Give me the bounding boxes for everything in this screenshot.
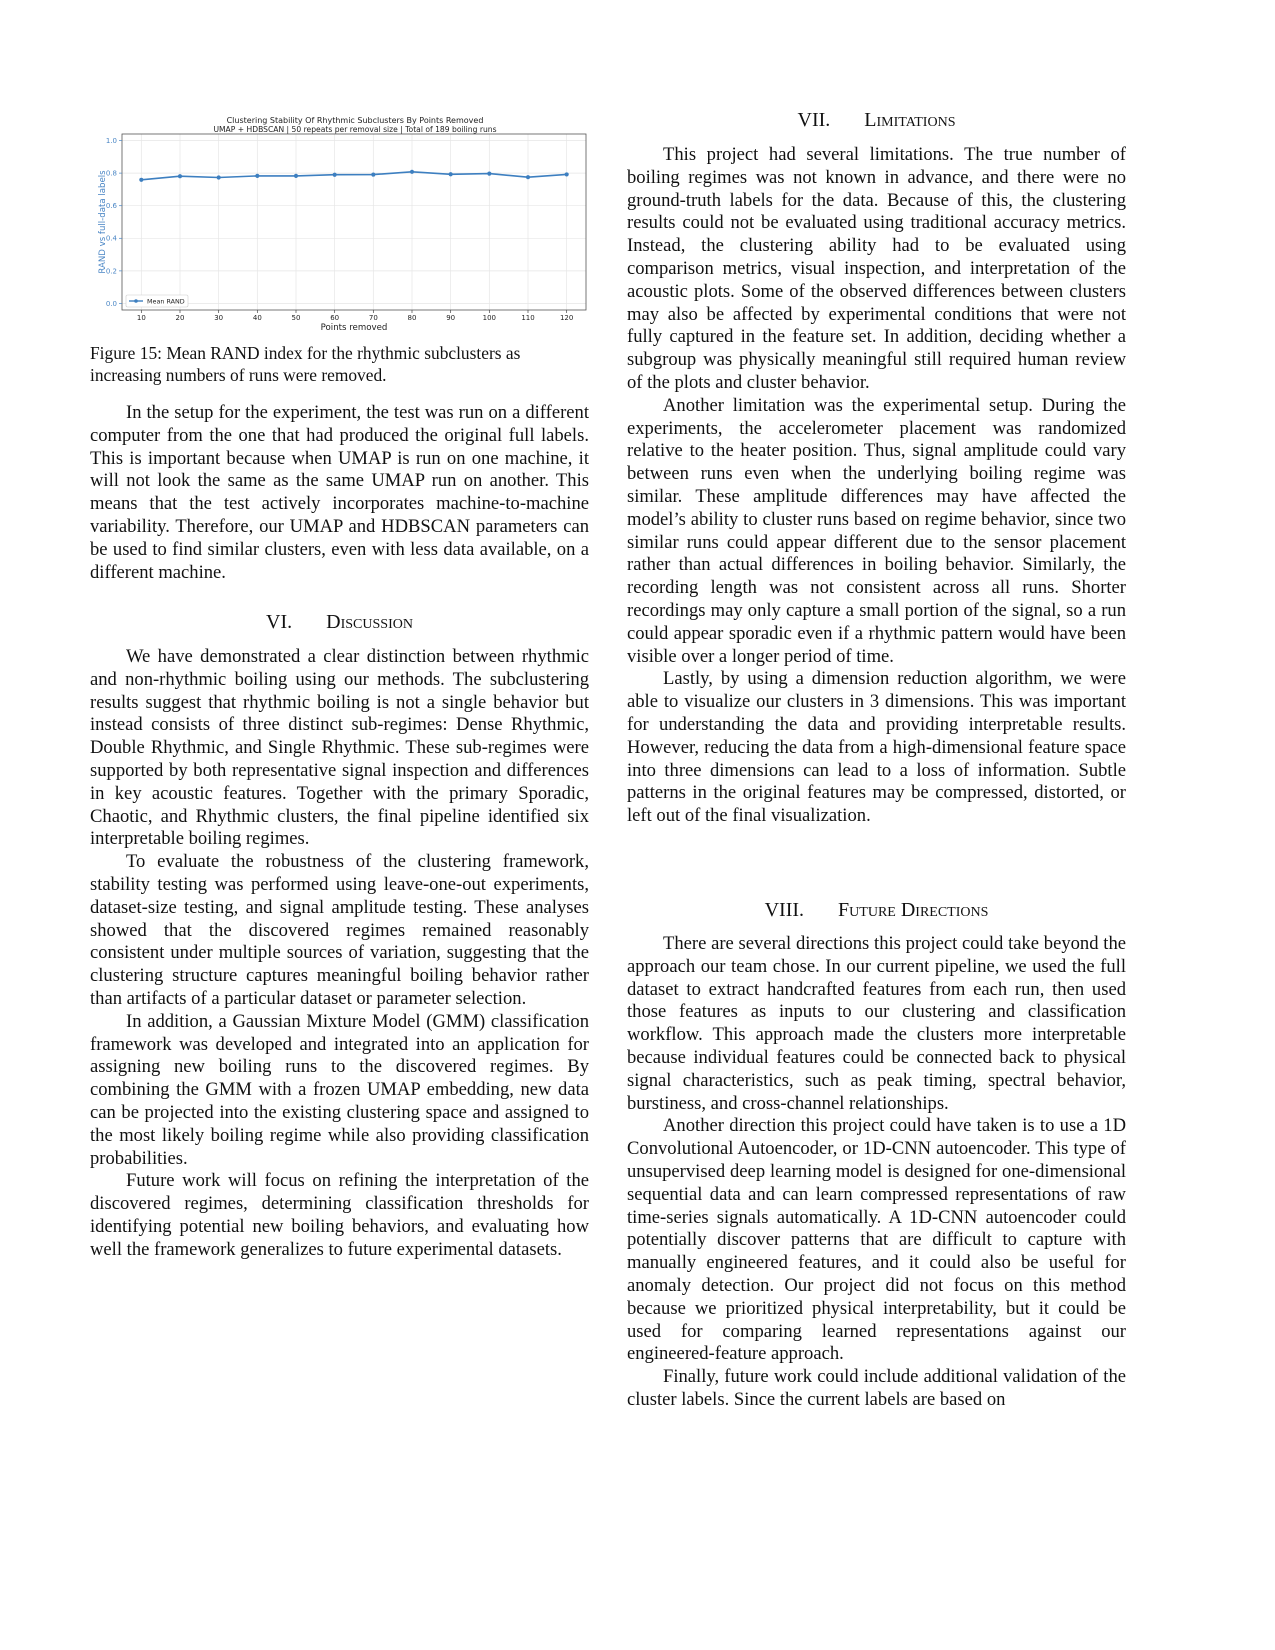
data-point — [410, 170, 414, 174]
paragraph: Another direction this project could have taken is to use a 1D Convolutional Autoencoder, or 1D-CNN autoencoder. This type of unsupervised deep learning model is designed for one-dimensional sequential data and can learn compressed representations of raw time-series signals automatically. A 1D-CNN autoencoder could potentially discover patterns that are difficult to capture with manually engineered features, and it could also be useful for anomaly detection. Our project did not focus on this method because we prioritized physical interpretability, but it could be used for comparing learned representations against our engineered-feature approach. — [627, 1115, 1126, 1365]
y-tick-label: 0.0 — [105, 299, 117, 308]
paragraph: We have demonstrated a clear distinction between rhythmic and non-rhythmic boiling using our methods. The subclustering results suggest that rhythmic boiling is not a single behavior but instead consists of three distinct sub-regimes: Dense Rhythmic, Double Rhythmic, and Single Rhythmic. These sub-regimes were supported by both representative signal inspection and differences in key acoustic features. Together with the primary Sporadic, Chaotic, and Rhythmic clusters, the final pipeline identified six interpretable boiling regimes. — [90, 646, 589, 850]
section-number: VII. — [797, 109, 831, 131]
data-point — [255, 174, 259, 178]
section-title: Future Directions — [838, 899, 989, 921]
rand-stability-line-chart — [90, 112, 602, 344]
section-vii-heading — [627, 108, 1126, 132]
paragraph: Finally, future work could include additional validation of the cluster labels. Since the current labels are based on — [627, 1366, 1126, 1410]
x-tick-label: 80 — [407, 314, 417, 322]
section-number: VI. — [266, 611, 293, 633]
chart-title: Clustering Stability Of Rhythmic Subclusters By Points Removed — [226, 116, 484, 125]
y-tick-label: 0.6 — [105, 202, 117, 211]
paragraph: To evaluate the robustness of the clustering framework, stability testing was performed using leave-one-out experiments, dataset-size testing, and signal amplitude testing. These analyses showed that the discovered regimes remained reasonably consistent under multiple sources of variation, suggesting that the clustering structure captures meaningful boiling behavior rather than artifacts of a particular dataset or parameter selection. — [90, 851, 589, 1009]
section-number: VIII. — [764, 899, 805, 921]
paragraph: In the setup for the experiment, the test was run on a different computer from the one that had produced the original full labels. This is important because when UMAP is run on one machine, it will not look the same as the same UMAP run on another. This means that the test actively incorporates machine-to-machine variability. Therefore, our UMAP and HDBSCAN parameters can be used to find similar clusters, even with less data available, on a different machine. — [90, 402, 589, 583]
legend-swatch-marker — [134, 299, 138, 303]
data-point — [333, 173, 337, 177]
y-tick-label: 0.8 — [105, 169, 117, 178]
x-tick-label: 50 — [291, 314, 301, 322]
data-point — [371, 172, 375, 176]
legend-label: Mean RAND — [147, 297, 185, 306]
figure-15-chart — [90, 112, 602, 344]
data-point — [449, 172, 453, 176]
y-tick-label: 0.4 — [105, 234, 117, 243]
x-tick-label: 40 — [252, 314, 262, 322]
paragraph: Another limitation was the experimental setup. During the experiments, the accelerometer placement was randomized relative to the heater position. Thus, signal amplitude could vary between runs even when the underlying boiling regime was similar. These amplitude differences may have affected the model’s ability to cluster runs based on regime behavior, since two similar runs could appear different due to the sensor placement rather than actual differences in boiling behavior. Similarly, the recording length was not consistent across all runs. Shorter recordings may only capture a small portion of the signal, so a run could appear sporadic even if a rhythmic pattern would have been visible over a longer period of time. — [627, 394, 1126, 667]
paragraph: In addition, a Gaussian Mixture Model (GMM) classification framework was developed and integrated into an application for assigning new boiling runs to the discovered regimes. By combining the GMM with a frozen UMAP embedding, new data can be projected into the existing clustering space and assigned to the most likely boiling regime while also providing classification probabilities. — [90, 1010, 589, 1169]
x-tick-label: 10 — [136, 314, 146, 322]
section-vi-body — [90, 646, 589, 1262]
chart-subtitle: UMAP + HDBSCAN | 50 repeats per removal size | Total of 189 boiling runs — [213, 125, 497, 134]
setup-text-block — [90, 402, 589, 584]
y-axis-label: RAND vs full-data labels — [98, 170, 108, 274]
x-tick-label: 100 — [482, 314, 497, 322]
x-tick-label: 110 — [521, 314, 535, 322]
data-point — [139, 178, 143, 182]
x-tick-label: 60 — [330, 314, 340, 322]
x-tick-label: 90 — [446, 314, 456, 322]
section-title: Discussion — [326, 611, 413, 633]
plot-frame — [122, 134, 586, 310]
paragraph: Future work will focus on refining the interpretation of the discovered regimes, determining classification thresholds for identifying potential new boiling behaviors, and evaluating how well the framework generalizes to future experimental datasets. — [90, 1170, 589, 1260]
data-point — [487, 172, 491, 176]
section-viii-body — [627, 933, 1126, 1412]
data-point — [565, 172, 569, 176]
figure-caption: Figure 15: Mean RAND index for the rhythmic subclusters as increasing numbers of runs were removed. — [90, 343, 521, 385]
y-tick-label: 0.2 — [105, 267, 117, 276]
paragraph: This project had several limitations. The true number of boiling regimes was not known in advance, and there were no ground-truth labels for the data. Because of this, the clustering results could not be evaluated using traditional accuracy metrics. Instead, the clustering ability had to be evaluated using comparison metrics, visual inspection, and interpretation of the acoustic plots. Some of the observed differences between clusters may also be affected by experimental conditions that were not fully captured in the feature set. In addition, deciding whether a subgroup was physically meaningful still required human review of the plots and cluster behavior. — [627, 144, 1126, 393]
section-viii-heading — [627, 898, 1126, 922]
data-point — [526, 175, 530, 179]
paragraph: There are several directions this project could take beyond the approach our team chose. In our current pipeline, we used the full dataset to extract handcrafted features from each run, then used those features as inputs to our clustering and classification workflow. This approach made the clusters more interpretable because individual features could be connected back to physical signal characteristics, such as peak timing, spectral behavior, burstiness, and cross-channel relationships. — [627, 933, 1126, 1114]
data-point — [217, 175, 221, 179]
x-tick-label: 70 — [368, 314, 378, 322]
x-tick-label: 120 — [559, 314, 574, 322]
y-tick-label: 1.0 — [105, 136, 117, 145]
section-vi-heading — [90, 610, 589, 634]
data-point — [178, 174, 182, 178]
x-tick-label: 20 — [175, 314, 185, 322]
data-point — [294, 174, 298, 178]
x-tick-label: 30 — [214, 314, 224, 322]
x-axis-label: Points removed — [320, 323, 388, 333]
section-title: Limitations — [864, 109, 956, 131]
paragraph: Lastly, by using a dimension reduction algorithm, we were able to visualize our clusters in 3 dimensions. This was important for understanding the data and providing interpretable results. However, reducing the data from a high-dimensional feature space into three dimensions can lead to a loss of information. Subtle patterns in the original features may be compressed, distorted, or left out of the final visualization. — [627, 668, 1126, 827]
section-vii-body — [627, 144, 1126, 828]
